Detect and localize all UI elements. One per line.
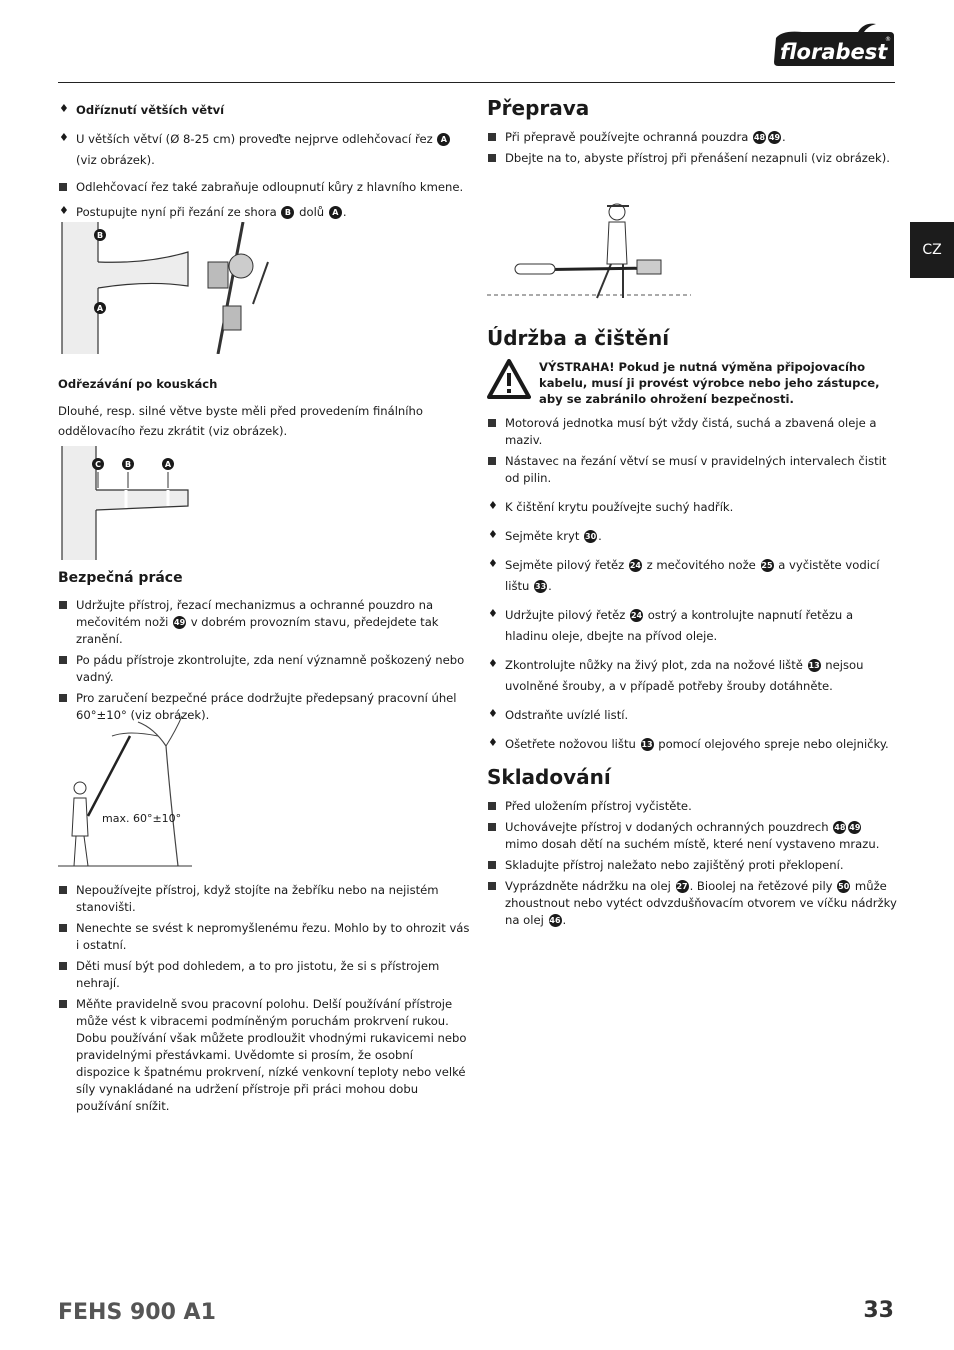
figure-label: A [96,304,104,313]
list-item: Skladujte přístroj naležato nebo zajištěný proti překlopení. [505,858,844,872]
list-item: Před uložením přístroj vyčistěte. [505,799,692,813]
list-item: Vyprázdněte nádržku na olej 27 . Bioolej na řetězové pily 50 může zhoustnout nebo vytéct odvzdušňovacím otvorem ve víčku nádržky na olej 46 . [505,879,897,927]
list-item [58,100,470,121]
cut-heading: Odříznutí větších větví [76,103,225,117]
list-item: Při přepravě používejte ochranná pouzdra 48 49 . [505,130,786,144]
maintenance-heading: Údržba a čištění [487,326,670,350]
safe-heading: Bezpečná práce [58,570,183,586]
svg-text:florabest: florabest [780,40,888,64]
pieces-text: Dlouhé, resp. silné větve byste měli před provedením finálního oddělovacího řezu zkrátit (viz obrázek). [58,404,423,438]
left-column [58,100,470,231]
language-tab: CZ [910,222,954,278]
list-item: Udržujte přístroj, řezací mechanizmus a ochranné pouzdro na mečovitém noži 49 v dobrém provozním stavu, předejdete tak zranění. [76,598,439,646]
working-angle-figure [58,716,192,870]
list-item: Pro zaručení bezpečné práce dodržujte předepsaný pracovní úhel 60°±10° (viz obrázek). [76,691,457,722]
storage-heading: Skladování [487,765,611,789]
angle-label: max. 60°±10° [102,812,182,825]
pieces-heading: Odřezávání po kouskách [58,377,218,391]
list-item: Nenechte se svést k nepromyšlenému řezu. Mohlo by to ohrozit vás i ostatní. [76,921,470,952]
list-item: Uchovávejte přístroj v dodaných ochranných pouzdrech 48 49 mimo dosah dětí na suchém místě, které není vystaveno mrazu. [505,820,880,851]
relief-cut-figure [58,222,278,354]
figure-label: B [96,231,104,240]
list-item: Sejměte kryt 30 . [505,529,602,543]
figure-label: B [124,460,132,469]
list-item: Udržujte pilový řetěz 24 ostrý a kontrolujte napnutí řetězu a hladinu oleje, dbejte na přívod oleje. [505,608,854,643]
transport-figure [487,198,691,308]
list-item: Odlehčovací řez také zabraňuje odloupnutí kůry z hlavního kmene. [76,180,464,194]
pieces-figure [58,446,192,560]
safe-section-cont [58,882,470,1119]
list-item: K čištění krytu používejte suchý hadřík. [505,500,734,514]
list-item: Sejměte pilový řetěz 24 z mečovitého nože 25 a vyčistěte vodicí lištu 33 . [505,558,880,593]
list-item: Ošetřete nožovou lištu 13 pomocí olejového spreje nebo olejničky. [505,737,889,751]
list-item: Odstraňte uvízlé listí. [505,708,629,722]
list-item: Postupujte nyní při řezání ze shora B dolů A . [76,205,347,219]
list-item: Měňte pravidelně svou pracovní polohu. Delší používání přístroje může vést k vibracemi podmíněným poruchám prokrvení rukou. Dobu používání však můžete prodloužit vhodnými rukavicemi nebo pravidelnými přestávkami. Uvědomte si prosím, že osobní dispozice k špatnému prokrvení, nízké venkovní teploty nebo velké síly vynakládané na udržení přístroje při práci mohou dobu používání snížit. [76,997,467,1113]
list-item: Zkontrolujte nůžky na živý plot, zda na nožové liště 13 nejsou uvolněné šrouby, a v případě potřeby šrouby dotáhněte. [505,658,864,693]
transport-heading: Přeprava [487,96,590,120]
warning-text: VÝSTRAHA! Pokud je nutná výměna připojovacího kabelu, musí ji provést výrobce nebo jeho zástupce, aby se zabránilo ohrožení bezpečnosti. [539,360,880,406]
list-item: Motorová jednotka musí být vždy čistá, suchá a zbavená oleje a maziv. [505,416,877,447]
warning-icon [487,359,531,399]
florabest-logo [772,22,896,70]
safe-section [58,570,470,728]
list-item: Nepoužívejte přístroj, když stojíte na žebříku nebo na nejistém stanovišti. [76,883,439,914]
footer-model: FEHS 900 A1 [58,1300,216,1325]
maintenance-section [487,326,897,933]
list-item: Děti musí být pod dohledem, a to pro jistotu, že si s přístrojem nehrají. [76,959,440,990]
list-item: U větších větví (Ø 8-25 cm) proveďte nejprve odlehčovací řez A (viz obrázek). [58,129,470,171]
right-column [487,96,897,171]
warning-box [487,359,897,407]
list-item: Po pádu přístroje zkontrolujte, zda není významně poškozený nebo vadný. [76,653,465,684]
svg-text:®: ® [885,36,891,43]
figure-label: C [95,460,101,469]
list-item: Nástavec na řezání větví se musí v pravidelných intervalech čistit od pilin. [505,454,887,485]
pieces-section [58,376,470,441]
header-rule [58,82,895,83]
figure-label: A [164,460,172,469]
list-item: Dbejte na to, abyste přístroj při přenášení nezapnuli (viz obrázek). [505,151,890,165]
page-number: 33 [863,1298,894,1323]
